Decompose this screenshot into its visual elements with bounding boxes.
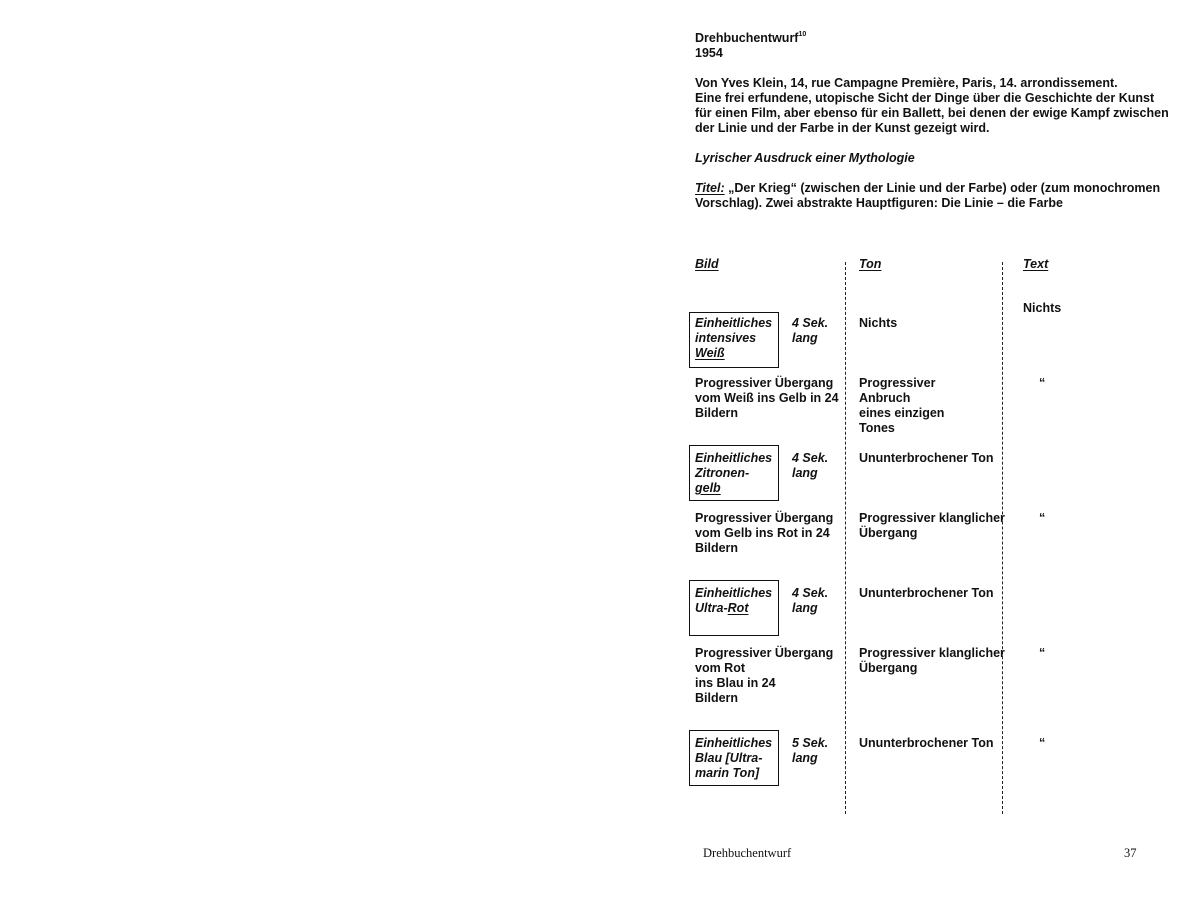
column-header-ton: Ton (859, 257, 882, 271)
row4-ditto-mark: “ (1039, 511, 1046, 525)
title-text: Drehbuchentwurf (695, 31, 799, 45)
row1-bild-line-3: Weiß (695, 346, 725, 360)
row2-ton-line-2: Anbruch (859, 391, 911, 405)
row2-ditto-mark: “ (1039, 376, 1046, 390)
column-divider-2 (1002, 262, 1003, 814)
document-year: 1954 (695, 46, 723, 60)
column-header-bild: Bild (695, 257, 719, 271)
row6-bild-line-4: Bildern (695, 691, 739, 705)
row1-ton: Nichts (859, 316, 898, 330)
page-number: 37 (1124, 846, 1137, 860)
column-divider-1 (845, 262, 846, 814)
intro-line-2: Eine frei erfundene, utopische Sicht der Dinge über die Geschichte der Kunst (695, 91, 1155, 105)
row4-bild-line-2: vom Gelb ins Rot in 24 (695, 526, 830, 540)
row7-bild-line-1: Einheitliches (695, 736, 773, 750)
row4-ton-line-2: Übergang (859, 526, 918, 540)
column-header-text: Text (1023, 257, 1049, 271)
row3-bild-line-2: Zitronen- (695, 466, 750, 480)
subtitle: Lyrischer Ausdruck einer Mythologie (695, 151, 915, 165)
row2-ton-line-3: eines einzigen (859, 406, 945, 420)
row7-ton: Ununterbrochener Ton (859, 736, 994, 750)
row7-duration-line-1: 5 Sek. (792, 736, 829, 750)
titel-line-2: Vorschlag). Zwei abstrakte Hauptfiguren: Die Linie – die Farbe (695, 196, 1063, 210)
row1-bild-line-2: intensives (695, 331, 757, 345)
row5-bild-line-2 (695, 601, 748, 616)
row3-bild-line-3: gelb (695, 481, 721, 495)
row2-bild-line-3: Bildern (695, 406, 739, 420)
titel-line-1 (695, 181, 1160, 196)
row5-duration-line-2: lang (792, 601, 818, 615)
row3-duration-line-2: lang (792, 466, 818, 480)
row1-text: Nichts (1023, 301, 1062, 315)
row1-bild-line-1: Einheitliches (695, 316, 773, 330)
row7-bild-line-2: Blau [Ultra- (695, 751, 763, 765)
row6-bild-line-3: ins Blau in 24 (695, 676, 776, 690)
row6-bild-line-2: vom Rot (695, 661, 745, 675)
row5-ton: Ununterbrochener Ton (859, 586, 994, 600)
row2-bild-line-1: Progressiver Übergang (695, 376, 834, 390)
titel-label: Titel: (695, 181, 725, 195)
titel-text: „Der Krieg“ (zwischen der Linie und der Farbe) oder (zum monochromen (724, 181, 1161, 195)
row7-ditto-mark: “ (1039, 736, 1046, 750)
row6-bild-line-1: Progressiver Übergang (695, 646, 834, 660)
row5-bild-line-1: Einheitliches (695, 586, 773, 600)
row6-ton-line-2: Übergang (859, 661, 918, 675)
row4-ton-line-1: Progressiver klanglicher (859, 511, 1005, 525)
row6-ton-line-1: Progressiver klanglicher (859, 646, 1005, 660)
row5-bild-ultra: Ultra- (695, 601, 728, 615)
running-title: Drehbuchentwurf (703, 846, 792, 860)
intro-line-3: für einen Film, aber ebenso für ein Ballett, bei denen der ewige Kampf zwischen (695, 106, 1169, 120)
row2-ton-line-1: Progressiver (859, 376, 936, 390)
document-title (695, 31, 806, 46)
row5-bild-rot: Rot (727, 601, 749, 615)
row3-bild-line-1: Einheitliches (695, 451, 773, 465)
row1-duration-line-2: lang (792, 331, 818, 345)
row7-bild-line-3: marin Ton] (695, 766, 760, 780)
row4-bild-line-1: Progressiver Übergang (695, 511, 834, 525)
intro-line-1: Von Yves Klein, 14, rue Campagne Première, Paris, 14. arrondissement. (695, 76, 1118, 90)
row3-duration-line-1: 4 Sek. (792, 451, 829, 465)
row3-ton: Ununterbrochener Ton (859, 451, 994, 465)
row2-ton-line-4: Tones (859, 421, 895, 435)
row1-duration-line-1: 4 Sek. (792, 316, 829, 330)
intro-line-4: der Linie und der Farbe in der Kunst gezeigt wird. (695, 121, 990, 135)
row5-duration-line-1: 4 Sek. (792, 586, 829, 600)
row6-ditto-mark: “ (1039, 646, 1046, 660)
row7-duration-line-2: lang (792, 751, 818, 765)
footnote-mark: 10 (798, 31, 807, 38)
row4-bild-line-3: Bildern (695, 541, 739, 555)
row2-bild-line-2: vom Weiß ins Gelb in 24 (695, 391, 839, 405)
